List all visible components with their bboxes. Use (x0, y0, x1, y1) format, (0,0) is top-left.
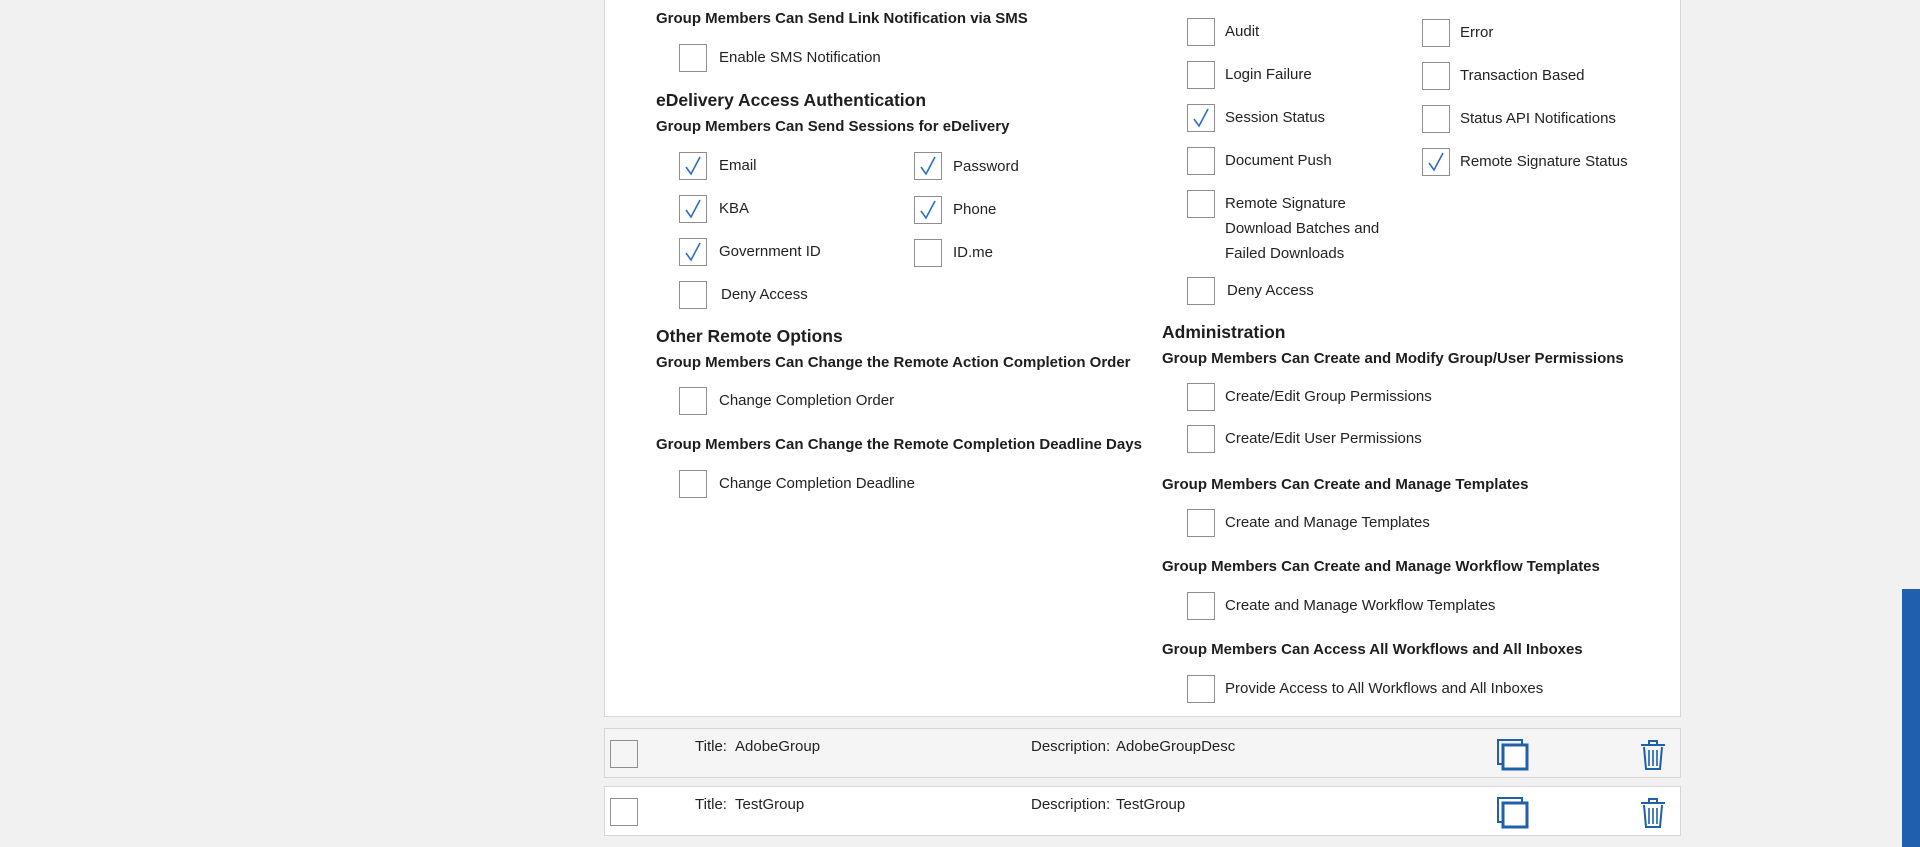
transaction-based-label: Transaction Based (1460, 67, 1585, 84)
manage-templates-checkbox[interactable] (1187, 509, 1215, 537)
kba-label: KBA (719, 200, 750, 217)
idme-label: ID.me (953, 244, 994, 261)
error-checkbox[interactable] (1422, 19, 1450, 47)
check-mark-icon (915, 153, 941, 179)
session-status-checkbox[interactable] (1187, 104, 1215, 132)
phone-label: Phone (953, 201, 997, 218)
copy-icon[interactable] (1494, 795, 1530, 831)
group-row-testgroup[interactable] (604, 786, 1681, 836)
kba-checkbox[interactable] (679, 195, 707, 223)
edelivery-heading: eDelivery Access Authentication (656, 90, 927, 110)
access-all-workflows-label: Provide Access to All Workflows and All Inboxes (1225, 680, 1544, 697)
government-id-label: Government ID (719, 243, 821, 260)
edelivery-deny-access-checkbox[interactable] (679, 281, 707, 309)
change-deadline-checkbox[interactable] (679, 470, 707, 498)
group-title-label: Title: (695, 738, 727, 755)
group-title-label: Title: (695, 796, 727, 813)
audit-checkbox[interactable] (1187, 18, 1215, 46)
check-mark-icon (1188, 105, 1214, 131)
check-mark-icon (915, 197, 941, 223)
error-label: Error (1460, 24, 1494, 41)
edit-user-permissions-checkbox[interactable] (1187, 425, 1215, 453)
administration-heading: Administration (1162, 322, 1286, 342)
group-select-checkbox[interactable] (610, 740, 638, 768)
edit-group-permissions-label: Create/Edit Group Permissions (1225, 388, 1432, 405)
change-order-checkbox[interactable] (679, 387, 707, 415)
access-all-workflows-checkbox[interactable] (1187, 675, 1215, 703)
session-status-label: Session Status (1225, 109, 1326, 126)
change-deadline-label: Change Completion Deadline (719, 475, 915, 492)
password-label: Password (953, 158, 1019, 175)
notifications-deny-access-label: Deny Access (1227, 282, 1314, 299)
edelivery-deny-access-label: Deny Access (721, 286, 808, 303)
manage-workflow-templates-checkbox[interactable] (1187, 592, 1215, 620)
scrollbar-thumb[interactable] (1902, 589, 1920, 847)
manage-workflow-templates-label: Create and Manage Workflow Templates (1225, 597, 1496, 614)
check-mark-icon (1423, 149, 1449, 175)
audit-label: Audit (1225, 23, 1260, 40)
idme-checkbox[interactable] (914, 239, 942, 267)
copy-icon[interactable] (1494, 737, 1530, 773)
remote-signature-download-label-line1: Remote Signature (1225, 195, 1346, 212)
edelivery-subheading: Group Members Can Send Sessions for eDelivery (656, 118, 1010, 135)
templates-subheading: Group Members Can Create and Manage Templates (1162, 476, 1529, 493)
check-mark-icon (680, 196, 706, 222)
notifications-deny-access-checkbox[interactable] (1187, 277, 1215, 305)
edit-user-permissions-label: Create/Edit User Permissions (1225, 430, 1422, 447)
login-failure-label: Login Failure (1225, 66, 1312, 83)
document-push-checkbox[interactable] (1187, 147, 1215, 175)
email-checkbox[interactable] (679, 152, 707, 180)
group-title: TestGroup (735, 796, 805, 813)
completion-deadline-subheading: Group Members Can Change the Remote Completion Deadline Days (656, 436, 1142, 453)
document-push-label: Document Push (1225, 152, 1332, 169)
group-description: AdobeGroupDesc (1116, 738, 1236, 755)
government-id-checkbox[interactable] (679, 238, 707, 266)
remote-signature-download-checkbox[interactable] (1187, 190, 1215, 218)
remote-signature-status-checkbox[interactable] (1422, 148, 1450, 176)
check-mark-icon (680, 153, 706, 179)
all-inboxes-subheading: Group Members Can Access All Workflows and All Inboxes (1162, 641, 1583, 658)
group-description-label: Description: (1031, 738, 1111, 755)
workflow-templates-subheading: Group Members Can Create and Manage Workflow Templates (1162, 558, 1600, 575)
permissions-subheading: Group Members Can Create and Modify Group/User Permissions (1162, 350, 1624, 367)
remote-signature-download-label-line3: Failed Downloads (1225, 245, 1345, 262)
manage-templates-label: Create and Manage Templates (1225, 514, 1430, 531)
change-order-label: Change Completion Order (719, 392, 895, 409)
status-api-label: Status API Notifications (1460, 110, 1616, 127)
sms-subheading: Group Members Can Send Link Notification via SMS (656, 10, 1028, 27)
enable-sms-label: Enable SMS Notification (719, 49, 881, 66)
status-api-checkbox[interactable] (1422, 105, 1450, 133)
group-title: AdobeGroup (735, 738, 821, 755)
edit-group-permissions-checkbox[interactable] (1187, 383, 1215, 411)
password-checkbox[interactable] (914, 152, 942, 180)
group-row-adobegroup[interactable] (604, 728, 1681, 778)
check-mark-icon (680, 239, 706, 265)
remote-signature-download-label-line2: Download Batches and (1225, 220, 1380, 237)
group-description-label: Description: (1031, 796, 1111, 813)
trash-icon[interactable] (1635, 795, 1671, 831)
other-remote-heading: Other Remote Options (656, 326, 843, 346)
login-failure-checkbox[interactable] (1187, 61, 1215, 89)
trash-icon[interactable] (1635, 737, 1671, 773)
completion-order-subheading: Group Members Can Change the Remote Action Completion Order (656, 354, 1131, 371)
group-select-checkbox[interactable] (610, 798, 638, 826)
email-label: Email (719, 157, 757, 174)
phone-checkbox[interactable] (914, 196, 942, 224)
group-description: TestGroup (1116, 796, 1186, 813)
remote-signature-status-label: Remote Signature Status (1460, 153, 1628, 170)
transaction-based-checkbox[interactable] (1422, 62, 1450, 90)
enable-sms-checkbox[interactable] (679, 44, 707, 72)
